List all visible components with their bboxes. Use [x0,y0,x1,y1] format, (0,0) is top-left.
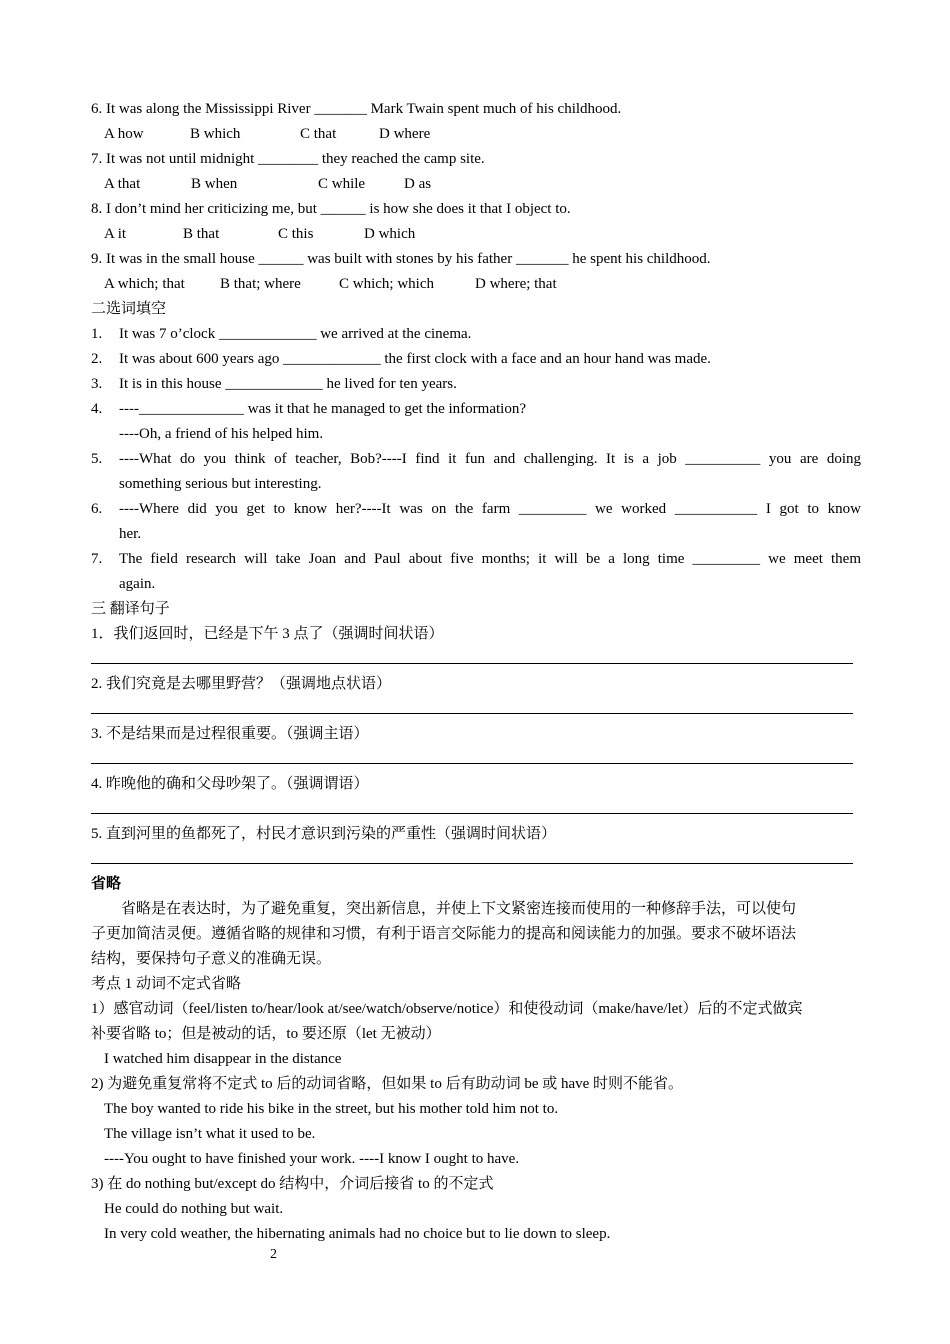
fill-item-2 [91,347,861,372]
fill-item-3 [91,372,861,397]
options-row [91,272,861,297]
example-line: The village isn’t what it used to be. [104,1126,316,1142]
item-line: It was about 600 years ago _____________ the first clock with a face and an hour hand was made. [119,351,711,367]
item-line: ----Where did you get to know her?----It was on the farm _________ we worked ___________ I got to know [119,501,861,517]
page-number: 2 [270,1247,277,1262]
option-d: D as [404,176,432,192]
option-c: C this [278,226,314,242]
translate-item-3: 3. 不是结果而是过程很重要。（强调主语） [91,726,369,742]
option-a: A which; that [104,276,185,292]
intro-line: 结构，要保持句子意义的准确无误。 [91,951,332,967]
fill-item-7 [91,547,861,597]
example-line: The boy wanted to ride his bike in the street, but his mother told him not to. [104,1101,559,1117]
item-line: ----Oh, a friend of his helped him. [119,426,324,442]
example-line: I watched him disappear in the distance [104,1051,342,1067]
option-c: C while [318,176,366,192]
item-number: 7. [91,551,103,567]
option-b: B which [190,126,241,142]
item-line: again. [119,576,156,592]
answer-line [91,797,861,822]
options-row [91,122,861,147]
mc-question-9 [91,247,861,297]
option-d: D where [379,126,431,142]
section-title-ellipsis: 省略 [91,876,122,892]
options-row [91,222,861,247]
option-b: B when [191,176,238,192]
section-title-fill: 二选词填空 [91,301,167,317]
section-title-translate: 三 翻译句子 [91,601,170,617]
translate-item-2: 2. 我们究竟是去哪里野营？（强调地点状语） [91,676,392,692]
mc-question-6 [91,97,861,147]
mc-question-7 [91,147,861,197]
item-line: her. [119,526,142,542]
answer-line [91,647,861,672]
option-a: A how [104,126,144,142]
answer-line [91,847,861,872]
rule-line: 1）感官动词（feel/listen to/hear/look at/see/watch/observe/notice）和使役动词（make/have/let）后的不定式做宾 [91,1001,803,1017]
rule-line: 2) 为避免重复常将不定式 to 后的动词省略，但如果 to 后有助动词 be 或 have 时则不能省。 [91,1076,684,1092]
question-text: 7. It was not until midnight ________ they reached the camp site. [91,151,485,167]
option-c: C which; which [339,276,434,292]
translate-item-1: 1．我们返回时，已经是下午 3 点了（强调时间状语） [91,626,444,642]
fill-item-6 [91,497,861,547]
item-line: ----What do you think of teacher, Bob?----I find it fun and challenging. It is a job __________ you are doing [119,451,861,467]
document-page [91,97,861,1247]
fill-item-1 [91,322,861,347]
option-b: B that; where [220,276,301,292]
options-row [91,172,861,197]
rule-line: 补要省略 to；但是被动的话，to 要还原（let 无被动） [91,1026,441,1042]
item-line: something serious but interesting. [119,476,322,492]
question-text: 6. It was along the Mississippi River _______ Mark Twain spent much of his childhood. [91,101,622,117]
option-d: D which [364,226,416,242]
item-line: It was 7 o’clock _____________ we arrived at the cinema. [119,326,472,342]
item-line: The field research will take Joan and Paul about five months; it will be a long time _________ we meet them [119,551,861,567]
item-line: It is in this house _____________ he lived for ten years. [119,376,457,392]
example-line: ----You ought to have finished your work. ----I know I ought to have. [104,1151,520,1167]
item-number: 1. [91,326,103,342]
item-number: 2. [91,351,103,367]
fill-item-4 [91,397,861,447]
item-number: 5. [91,451,103,467]
answer-line [91,747,861,772]
question-text: 8. I don’t mind her criticizing me, but ______ is how she does it that I object to. [91,201,571,217]
option-c: C that [300,126,337,142]
mc-question-8 [91,197,861,247]
intro-line: 省略是在表达时，为了避免重复，突出新信息，并使上下文紧密连接而使用的一种修辞手法，可以使句 [121,901,797,917]
example-line: He could do nothing but wait. [104,1201,284,1217]
question-text: 9. It was in the small house ______ was built with stones by his father _______ he spent his childhood. [91,251,711,267]
example-line: In very cold weather, the hibernating animals had no choice but to lie down to sleep. [104,1226,611,1242]
option-a: A that [104,176,141,192]
translate-item-4: 4. 昨晚他的确和父母吵架了。（强调谓语） [91,776,369,792]
fill-item-5 [91,447,861,497]
rule-line: 3) 在 do nothing but/except do 结构中，介词后接省 to 的不定式 [91,1176,494,1192]
item-number: 3. [91,376,103,392]
option-a: A it [104,226,127,242]
intro-line: 子更加简洁灵便。遵循省略的规律和习惯，有利于语言交际能力的提高和阅读能力的加强。要求不破坏语法 [91,926,797,942]
item-line: ----______________ was it that he managed to get the information? [119,401,526,417]
item-number: 4. [91,401,103,417]
translate-item-5: 5. 直到河里的鱼都死了，村民才意识到污染的严重性（强调时间状语） [91,826,557,842]
point-heading: 考点 1 动词不定式省略 [91,976,242,992]
item-number: 6. [91,501,103,517]
answer-line [91,697,861,722]
option-d: D where; that [475,276,557,292]
option-b: B that [183,226,220,242]
